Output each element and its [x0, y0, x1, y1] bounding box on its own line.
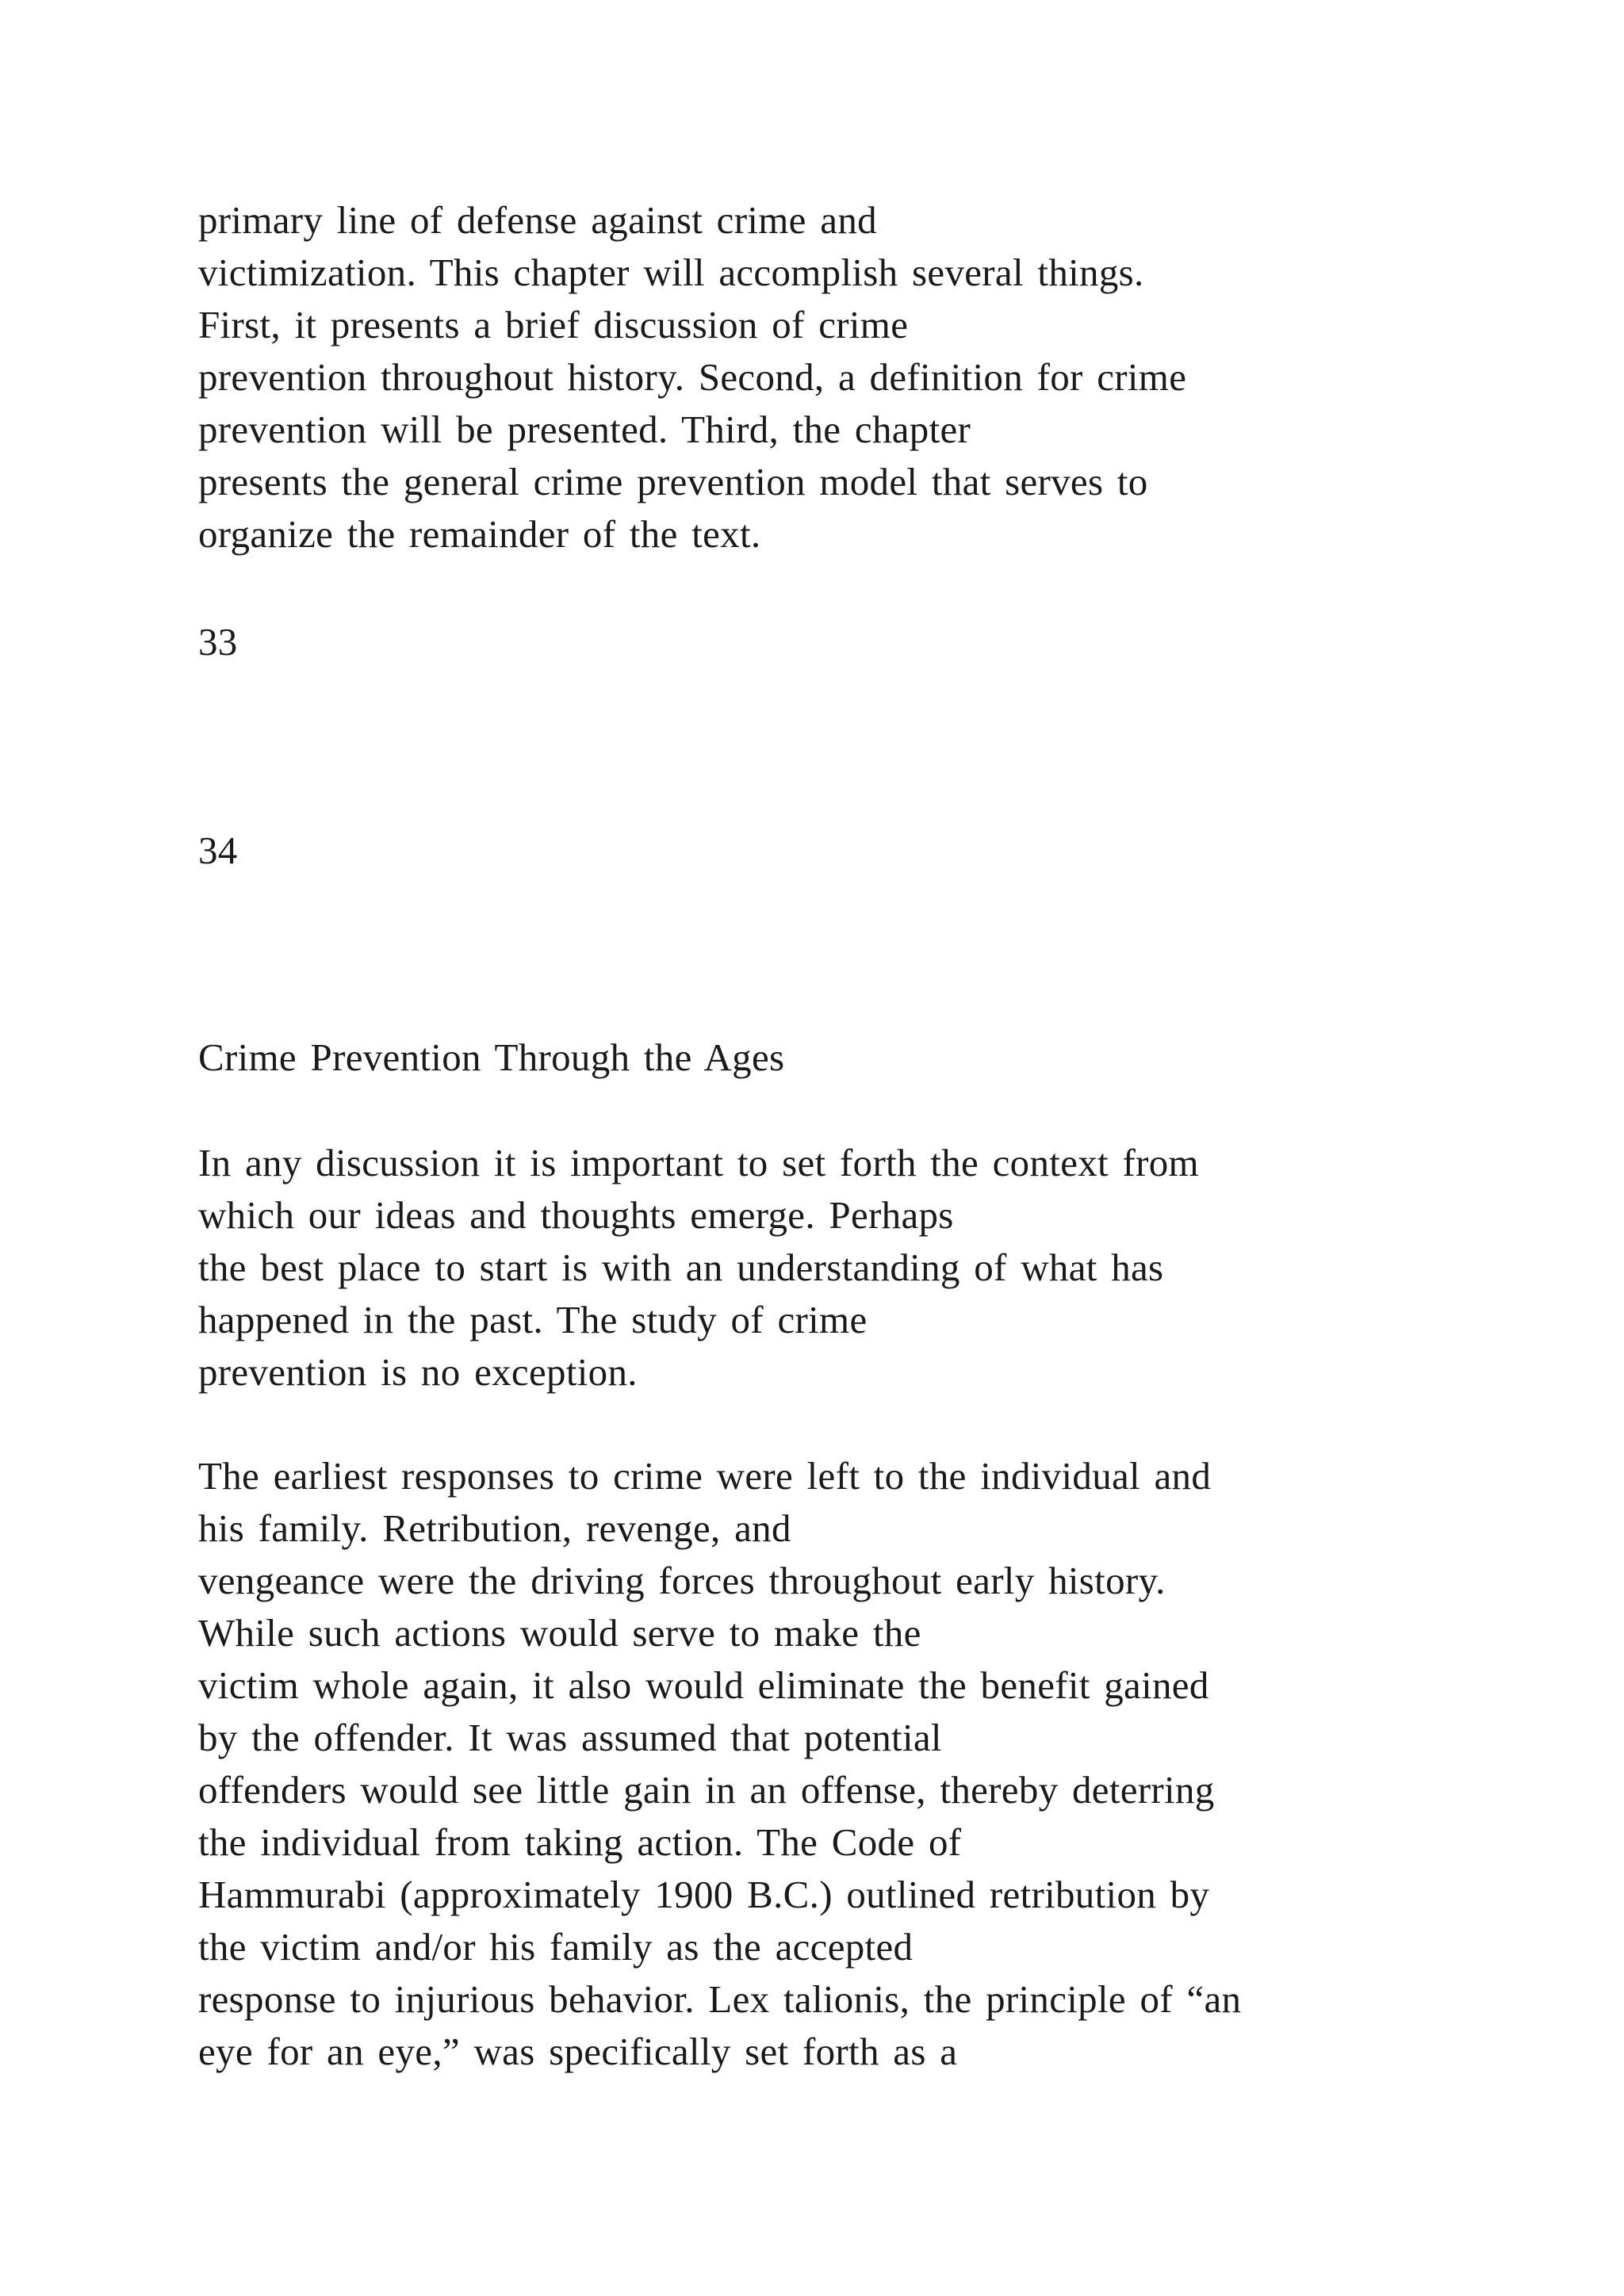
page-number: 34	[198, 828, 238, 872]
text-line: Hammurabi (approximately 1900 B.C.) outlined retribution by	[198, 1873, 1210, 1916]
text-line: happened in the past. The study of crime	[198, 1298, 868, 1341]
text-line: primary line of defense against crime and	[198, 198, 877, 242]
text-line: offenders would see little gain in an offense, thereby deterring	[198, 1768, 1215, 1812]
text-line: the best place to start is with an understanding of what has	[198, 1246, 1164, 1289]
page-number: 33	[198, 620, 238, 664]
text-line: victimization. This chapter will accomplish several things.	[198, 251, 1144, 294]
text-line: by the offender. It was assumed that potential	[198, 1716, 942, 1759]
text-line: eye for an eye,” was specifically set forth as a	[198, 2030, 958, 2073]
text-line: the individual from taking action. The Code of	[198, 1820, 962, 1864]
text-line: victim whole again, it also would eliminate the benefit gained	[198, 1663, 1209, 1707]
text-line: First, it presents a brief discussion of crime	[198, 303, 909, 346]
text-line: presents the general crime prevention model that serves to	[198, 460, 1148, 503]
text-line: In any discussion it is important to set forth the context from	[198, 1141, 1199, 1184]
text-line: The earliest responses to crime were left to the individual and	[198, 1454, 1212, 1498]
text-line: which our ideas and thoughts emerge. Perhaps	[198, 1193, 954, 1237]
text-line: prevention throughout history. Second, a definition for crime	[198, 355, 1187, 399]
text-line: response to injurious behavior. Lex talionis, the principle of “an	[198, 1977, 1242, 2021]
text-line: his family. Retribution, revenge, and	[198, 1506, 791, 1550]
text-line: prevention is no exception.	[198, 1350, 638, 1394]
section-heading: Crime Prevention Through the Ages	[198, 1035, 785, 1079]
text-line: While such actions would serve to make the	[198, 1611, 921, 1655]
text-line: prevention will be presented. Third, the chapter	[198, 408, 971, 451]
text-line: the victim and/or his family as the accepted	[198, 1925, 914, 1969]
text-line: vengeance were the driving forces throughout early history.	[198, 1559, 1166, 1602]
text-line: organize the remainder of the text.	[198, 512, 761, 556]
